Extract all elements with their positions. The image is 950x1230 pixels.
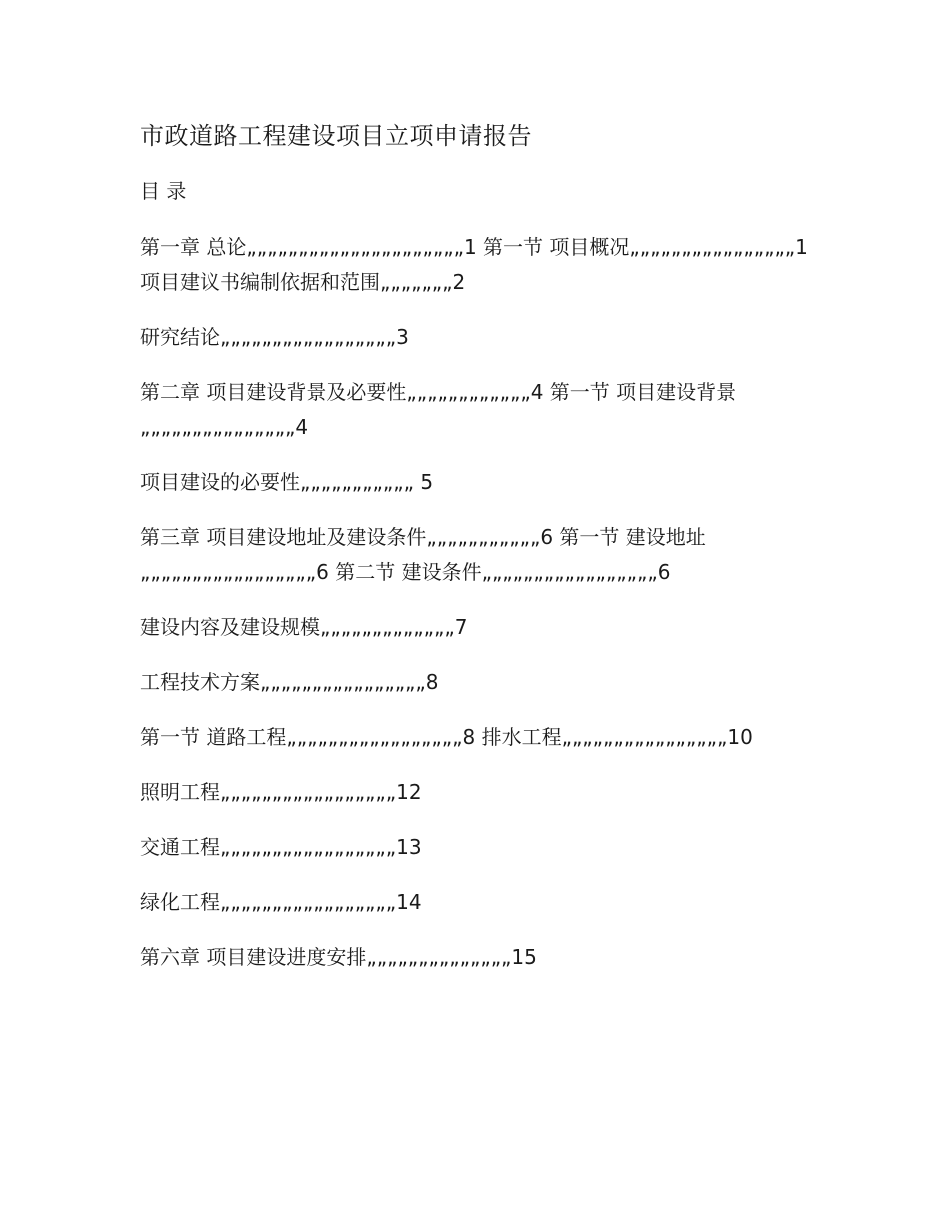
toc-line-traffic: 交通工程„„„„„„„„„„„„„„„„„13 [140, 835, 422, 859]
toc-line-greening: 绿化工程„„„„„„„„„„„„„„„„„14 [140, 890, 422, 914]
toc-line-chapter-2: 第二章 项目建设背景及必要性„„„„„„„„„„„„4 第一节 项目建设背景„„„„„„„„„„„„„„„4 [140, 380, 737, 439]
toc-line-technical-plan: 工程技术方案„„„„„„„„„„„„„„„„8 [140, 670, 439, 694]
toc-line-chapter-6: 第六章 项目建设进度安排„„„„„„„„„„„„„„15 [140, 945, 537, 969]
document-title: 市政道路工程建设项目立项申请报告 [140, 122, 532, 150]
toc-line-research-conclusion: 研究结论„„„„„„„„„„„„„„„„„3 [140, 325, 409, 349]
toc-line-construction-content: 建设内容及建设规模„„„„„„„„„„„„„7 [140, 615, 468, 639]
toc-line-chapter-1: 第一章 总论„„„„„„„„„„„„„„„„„„„„„1 第一节 项目概况„„„„„„„„„„„„„„„„1 项目建议书编制依据和范围„„„„„„„2 [140, 235, 808, 294]
toc-line-necessity: 项目建设的必要性„„„„„„„„„„„ 5 [140, 470, 434, 494]
document-content [140, 118, 812, 995]
toc-line-chapter-3: 第三章 项目建设地址及建设条件„„„„„„„„„„„6 第一节 建设地址„„„„„„„„„„„„„„„„„6 第二节 建设条件„„„„„„„„„„„„„„„„„6 [140, 525, 706, 584]
toc-line-road-engineering: 第一节 道路工程„„„„„„„„„„„„„„„„„8 排水工程„„„„„„„„„„„„„„„„10 [140, 725, 753, 749]
toc-line-lighting: 照明工程„„„„„„„„„„„„„„„„„12 [140, 780, 422, 804]
toc-heading: 目 录 [140, 179, 187, 203]
